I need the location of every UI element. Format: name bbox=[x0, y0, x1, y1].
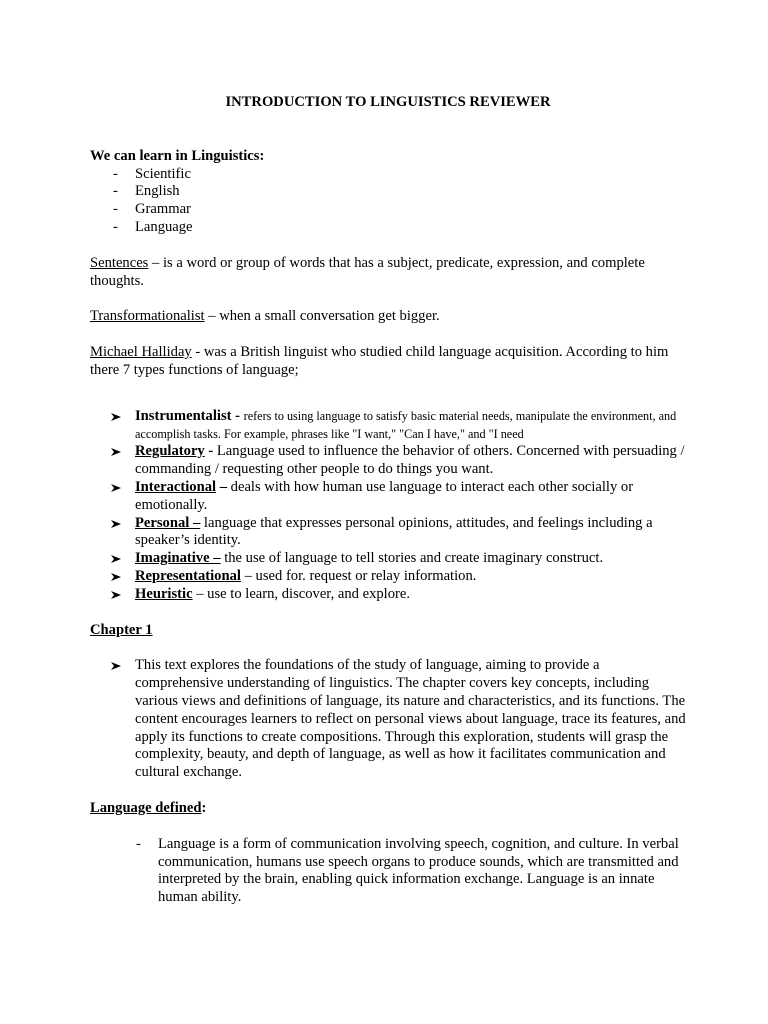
arrow-bullet-icon bbox=[110, 483, 122, 493]
language-defined-heading: Language defined: bbox=[90, 799, 207, 816]
halliday-paragraph: Michael Halliday - was a British linguist who studied child language acquisition. According to him there 7 types functions of language; bbox=[90, 344, 669, 378]
list-item: - Scientific bbox=[113, 165, 191, 182]
list-item: Heuristic – use to learn, discover, and explore. bbox=[90, 586, 686, 604]
list-item: Personal – language that expresses personal opinions, attitudes, and feelings including a speaker’s identity. bbox=[90, 515, 686, 551]
learn-list bbox=[90, 166, 686, 237]
list-item: - English bbox=[113, 183, 180, 200]
learn-heading: We can learn in Linguistics: bbox=[90, 147, 265, 164]
chapter-heading: Chapter 1 bbox=[90, 621, 153, 638]
list-item: Instrumentalist - refers to using language to satisfy basic material needs, manipulate the environment, and accomplish tasks. For example, phrases like "I want," "Can I have," and "I need bbox=[90, 408, 686, 444]
arrow-bullet-icon bbox=[110, 554, 122, 564]
chapter-list bbox=[90, 657, 686, 782]
list-item: Interactional – deals with how human use language to interact each other socially or emotionally. bbox=[90, 479, 686, 515]
arrow-bullet-icon bbox=[110, 412, 122, 422]
dash-bullet: - bbox=[113, 165, 118, 182]
arrow-bullet-icon bbox=[110, 661, 122, 671]
dash-bullet: - bbox=[113, 218, 118, 235]
list-item: Regulatory - Language used to influence the behavior of others. Concerned with persuading / commanding / requesting other people to do things you want. bbox=[90, 443, 686, 479]
list-item bbox=[90, 836, 686, 907]
dash-bullet: - bbox=[113, 183, 118, 200]
language-defined-list bbox=[90, 836, 686, 907]
document-title: INTRODUCTION TO LINGUISTICS REVIEWER bbox=[225, 94, 551, 110]
chapter-summary: This text explores the foundations of the study of language, aiming to provide a comprehensive understanding of linguistics. The chapter covers key concepts, including various views and definitions of language, its nature and characteristics, and its functions. The content encourages learners to reflect on personal views about language, trace its features, and apply its functions to create compositions. Through this exploration, students will grasp the complexity, beauty, and depth of language, as well as how it facilitates communication and cultural exchange. bbox=[135, 657, 686, 781]
term-sentences: Sentences bbox=[90, 254, 149, 271]
term-transformationalist: Transformationalist bbox=[90, 308, 205, 325]
dash-bullet: - bbox=[113, 201, 118, 218]
functions-list bbox=[90, 408, 686, 604]
arrow-bullet-icon bbox=[110, 572, 122, 582]
language-definition-text: Language is a form of communication involving speech, cognition, and culture. In verbal communication, humans use speech organs to produce sounds, which are transmitted and interpreted by the brain, enabling quick information exchange. Language is an innate human ability. bbox=[158, 835, 679, 906]
arrow-bullet-icon bbox=[110, 447, 122, 457]
document-body bbox=[90, 94, 686, 925]
transformationalist-definition: Transformationalist – when a small conversation get bigger. bbox=[90, 308, 440, 325]
dash-bullet: - bbox=[136, 835, 141, 852]
list-item bbox=[90, 657, 686, 782]
term-michael-halliday: Michael Halliday bbox=[90, 344, 192, 361]
list-item: Imaginative – the use of language to tell stories and create imaginary construct. bbox=[90, 550, 686, 568]
list-item: Representational – used for. request or relay information. bbox=[90, 568, 686, 586]
arrow-bullet-icon bbox=[110, 519, 122, 529]
list-item: - Language bbox=[113, 218, 193, 235]
sentences-definition: Sentences – is a word or group of words that has a subject, predicate, expression, and complete thoughts. bbox=[90, 254, 645, 289]
arrow-bullet-icon bbox=[110, 590, 122, 600]
list-item: - Grammar bbox=[113, 201, 191, 218]
